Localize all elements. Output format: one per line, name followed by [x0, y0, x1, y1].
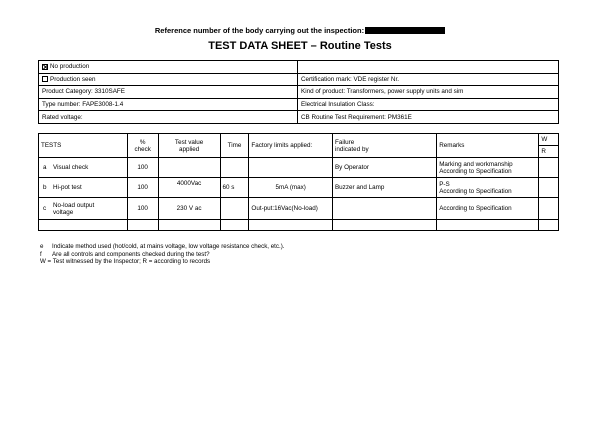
redacted-reference-number — [365, 27, 445, 34]
test-value: 4000Vac — [158, 178, 220, 198]
footnote-text: W = Test witnessed by the Inspector; R = according to records — [40, 258, 211, 266]
test-name-cell — [39, 158, 128, 178]
test-name: Visual check — [53, 164, 89, 171]
footnote-letter: f — [40, 250, 42, 258]
reference-line — [0, 26, 600, 35]
empty-cell — [220, 220, 249, 231]
test-name-line1: No-load output — [53, 201, 95, 209]
header-test-value-line2: applied — [178, 145, 200, 153]
test-name-cell — [39, 178, 128, 198]
empty-cell — [332, 220, 436, 231]
pct-check: 100 — [127, 198, 158, 220]
test-name — [53, 202, 94, 216]
test-value: 230 V ac — [158, 198, 220, 220]
header-pct-check — [127, 134, 158, 158]
factory-limits — [249, 158, 333, 178]
time: 60 s — [220, 178, 249, 198]
production-seen-label: Production seen — [50, 75, 96, 83]
failure-indicated — [332, 198, 436, 220]
remarks-line2: According to Specification — [439, 187, 512, 195]
header-time: Time — [220, 134, 249, 158]
type-number: Type number: FAPE3008-1.4 — [39, 98, 298, 111]
wr-cell — [539, 198, 559, 220]
header-remarks: Remarks — [437, 134, 539, 158]
test-name: Hi-pot test — [53, 184, 82, 191]
header-failure-line2: indicated by — [334, 145, 369, 153]
no-production-cell — [39, 61, 298, 74]
test-name-line2: voltage — [53, 208, 74, 216]
header-factory-limits: Factory limits applied: — [249, 134, 333, 158]
tests-table — [38, 133, 559, 231]
table-row — [39, 198, 559, 220]
footnote — [40, 251, 285, 259]
production-seen-checkbox[interactable] — [42, 76, 48, 82]
wr-cell — [539, 158, 559, 178]
certification-mark: Certification mark: VDE register Nr. — [298, 73, 559, 86]
time — [220, 198, 249, 220]
row-letter: c — [43, 205, 47, 213]
failure-indicated: Buzzer and Lamp — [332, 178, 436, 198]
kind-of-product: Kind of product: Transformers, power supply units and sim — [298, 86, 559, 99]
row-letter: a — [43, 164, 47, 171]
footnote-text: Indicate method used (hot/cold, at mains voltage, low voltage resistance check, etc.). — [52, 243, 285, 250]
header-tests: TESTS — [39, 134, 128, 158]
time — [220, 158, 249, 178]
empty-cell — [127, 220, 158, 231]
info-table — [38, 60, 559, 124]
table-row — [39, 158, 559, 178]
remarks — [437, 178, 539, 198]
table-row — [39, 220, 559, 231]
header-w: W — [539, 134, 559, 146]
electrical-insulation-class: Electrical Insulation Class: — [298, 98, 559, 111]
failure-indicated: By Operator — [332, 158, 436, 178]
header-test-value — [158, 134, 220, 158]
no-production-checkbox[interactable] — [42, 64, 48, 70]
factory-limits: 5mA (max) — [249, 178, 333, 198]
empty-cell — [298, 61, 559, 74]
remarks-line1: Marking and workmanship — [439, 160, 513, 168]
remarks: According to Specification — [437, 198, 539, 220]
header-test-value-line1: Test value — [174, 138, 204, 146]
cb-routine-requirement: CB Routine Test Requirement: PM361E — [298, 111, 559, 124]
test-name-cell — [39, 198, 128, 220]
reference-label: Reference number of the body carrying out the inspection: — [154, 26, 365, 35]
footnote-text: Are all controls and components checked during the test? — [52, 250, 210, 258]
remarks-line2: According to Specification — [439, 167, 512, 175]
footnote-letter: e — [40, 243, 44, 250]
rated-voltage: Rated voltage: — [39, 111, 298, 124]
empty-cell — [249, 220, 333, 231]
test-value — [158, 158, 220, 178]
empty-cell — [437, 220, 539, 231]
pct-check: 100 — [127, 178, 158, 198]
product-category: Product Category: 3310SAFE — [39, 86, 298, 99]
page-title: TEST DATA SHEET – Routine Tests — [208, 40, 392, 52]
production-seen-cell — [39, 73, 298, 86]
header-failure-line1: Failure — [334, 138, 355, 146]
header-pct-line2: check — [134, 145, 151, 153]
wr-cell — [539, 178, 559, 198]
table-row — [39, 178, 559, 198]
no-production-label: No production — [50, 63, 90, 71]
row-letter: b — [43, 184, 47, 191]
pct-check: 100 — [127, 158, 158, 178]
empty-cell — [158, 220, 220, 231]
header-failure — [332, 134, 436, 158]
header-pct-line1: % — [139, 138, 146, 146]
empty-cell — [539, 220, 559, 231]
empty-cell — [39, 220, 128, 231]
header-r: R — [539, 146, 559, 158]
footnote — [40, 258, 285, 266]
footnotes — [40, 243, 285, 266]
factory-limits: Out-put:16Vac(No-load) — [249, 198, 333, 220]
remarks-line1: P-S — [439, 180, 450, 188]
remarks — [437, 158, 539, 178]
footnote — [40, 243, 285, 251]
